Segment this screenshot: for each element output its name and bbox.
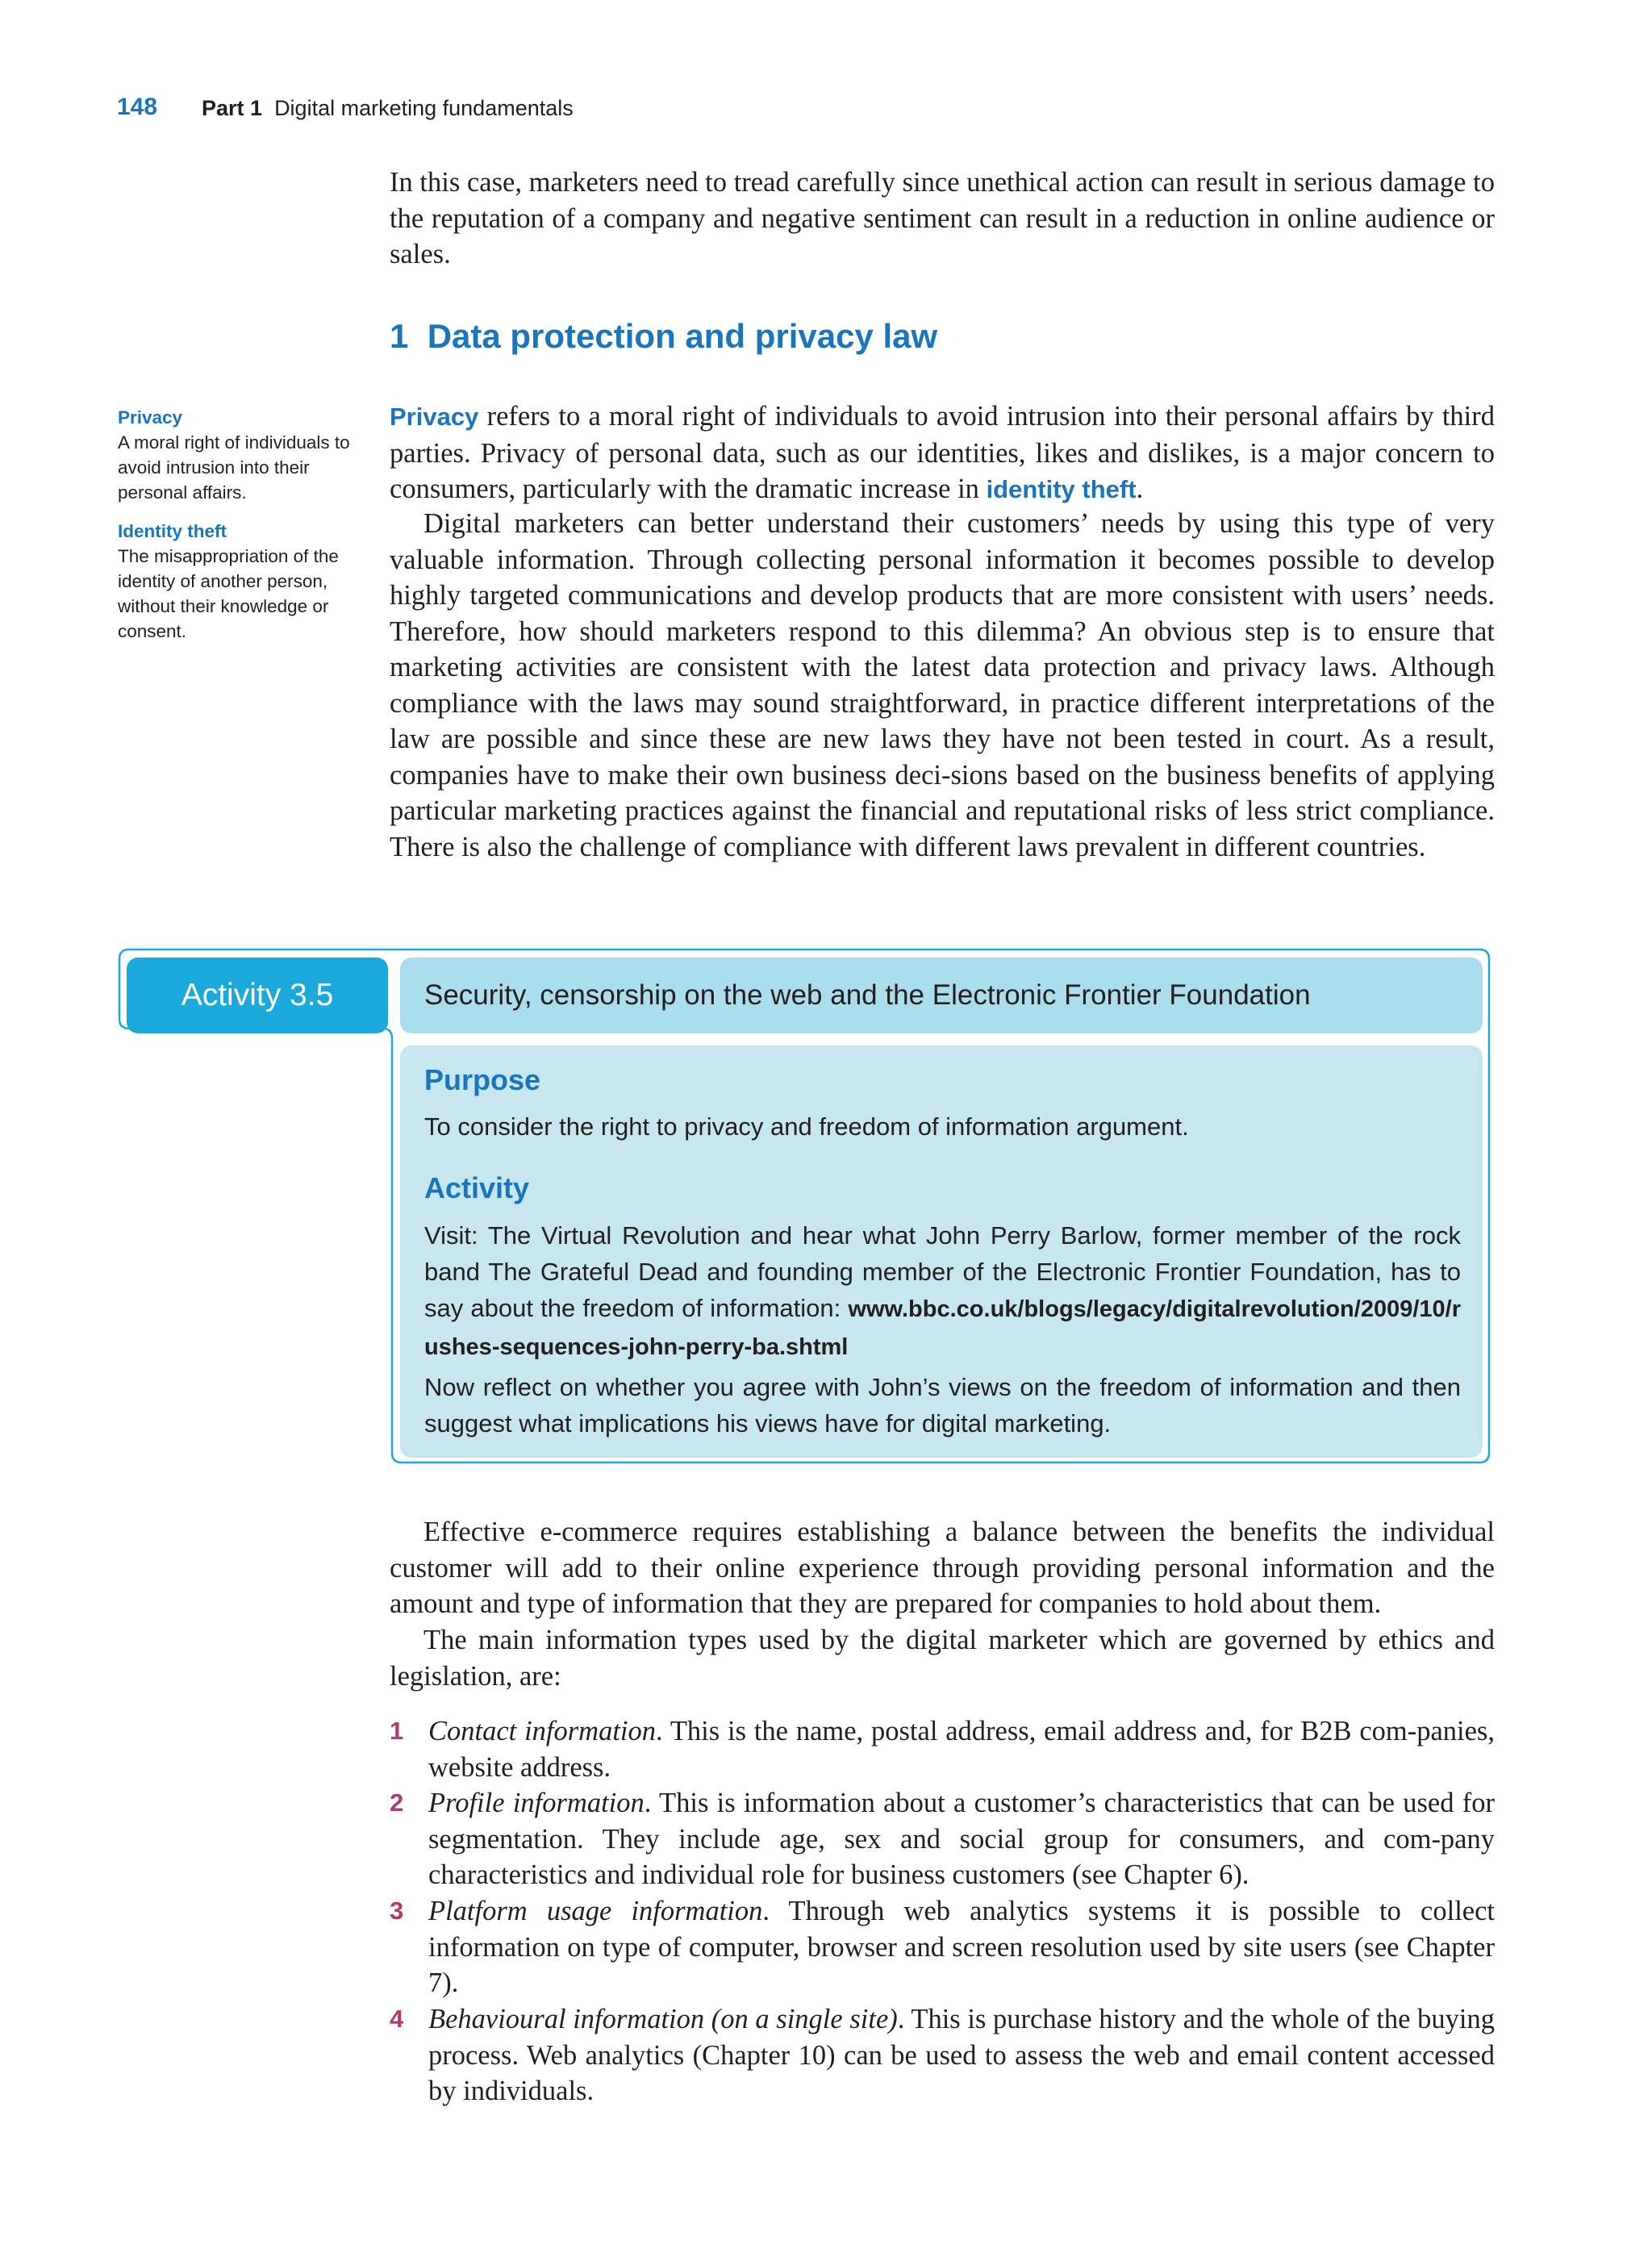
list-number: 4 bbox=[390, 2005, 404, 2033]
ecommerce-paragraph: Effective e-commerce requires establishing a balance between the benefits the individual customer will add to their online experience through providing personal information and the amount and type of information that they are prepared for companies to hold about them. bbox=[390, 1517, 1495, 1619]
glossary-definition: A moral right of individuals to avoid intrusion into their personal affairs. bbox=[118, 432, 350, 503]
list-text: . Through web analytics systems it is possible to collect information on type of computer, browser and screen resolution used by site users (see Chapter 7). bbox=[428, 1896, 1495, 1998]
activity-instructions: Visit: The Virtual Revolution and hear what John Perry Barlow, former member of the rock band The Grateful Dead and founding member of the Electronic Frontier Foundation, has to say about the freedom of information: bbox=[424, 1221, 1461, 1322]
activity-label: Activity 3.5 bbox=[127, 958, 388, 1033]
privacy-paragraph bbox=[390, 399, 1495, 508]
marketers-paragraph: Digital marketers can better understand their customers’ needs by using this type of very valuable information. Through collecting personal information it becomes possible to develop highly targeted communications and develop products that are more consistent with users’ needs. Therefore, how should marketers respond to this dilemma? An obvious step is to ensure that marketing activities are consistent with the latest data protection and privacy laws. Although compliance with the laws may sound straightforward, in practice different interpretations of the law are possible and since these are new laws they have not been tested in court. As a result, companies have to make their own business deci-sions based on the business benefits of applying particular marketing practices against the financial and reputational risks of less strict compliance. There is also the challenge of compliance with different laws prevalent in different countries. bbox=[390, 508, 1495, 862]
purpose-text: To consider the right to privacy and freedom of information argument. bbox=[424, 1112, 1189, 1141]
glossary-term: Identity theft bbox=[118, 521, 227, 541]
keyword-privacy: Privacy bbox=[390, 403, 479, 431]
privacy-paragraph-end: . bbox=[1136, 474, 1144, 504]
list-number: 1 bbox=[390, 1717, 404, 1745]
running-head bbox=[202, 96, 574, 121]
glossary-entry-privacy bbox=[118, 405, 360, 505]
list-item bbox=[390, 1713, 1495, 1785]
keyword-identity-theft: identity theft bbox=[986, 475, 1137, 503]
glossary-entry-identity-theft bbox=[118, 519, 360, 644]
section-heading bbox=[390, 317, 937, 356]
list-term: Profile information bbox=[428, 1788, 645, 1818]
list-text: . This is purchase history and the whole of the buying process. Web analytics (Chapter 10) can be used to assess the web and email content accessed by individuals. bbox=[428, 2004, 1495, 2106]
glossary-term: Privacy bbox=[118, 407, 183, 428]
list-term: Contact information bbox=[428, 1716, 657, 1746]
page-number: 148 bbox=[117, 94, 158, 120]
activity-heading: Activity bbox=[424, 1171, 530, 1204]
part-title: Digital marketing fundamentals bbox=[274, 96, 574, 120]
activity-url-link[interactable]: www.bbc.co.uk/blogs/legacy/digitalrevolution/2009/10/rushes-sequences-john-perry-ba.shtml bbox=[424, 1296, 1461, 1360]
intro-paragraph: In this case, marketers need to tread carefully since unethical action can result in serious damage to the reputation of a company and negative sentiment can result in a reduction in online audience or sales. bbox=[390, 167, 1495, 269]
part-label: Part 1 bbox=[202, 96, 263, 120]
section-number: 1 bbox=[390, 317, 409, 355]
list-item bbox=[390, 2001, 1495, 2109]
purpose-heading: Purpose bbox=[424, 1063, 541, 1096]
info-types-paragraph: The main information types used by the digital marketer which are governed by ethics and legislation, are: bbox=[390, 1625, 1495, 1692]
list-number: 3 bbox=[390, 1897, 404, 1925]
activity-title: Security, censorship on the web and the Electronic Frontier Foundation bbox=[400, 958, 1483, 1033]
list-text: . This is the name, postal address, email address and, for B2B com-panies, website address. bbox=[428, 1716, 1495, 1783]
privacy-paragraph-text: refers to a moral right of individuals to avoid intrusion into their personal affairs by third parties. Privacy of personal data, such as our identities, likes and dislikes, is a major concern to consumers, particularly with the dramatic increase in bbox=[390, 401, 1495, 504]
list-number: 2 bbox=[390, 1788, 404, 1817]
activity-text bbox=[424, 1217, 1461, 1366]
list-term: Behavioural information (on a single site) bbox=[428, 2004, 898, 2034]
reflect-text: Now reflect on whether you agree with John’s views on the freedom of information and then suggest what implications his views have for digital marketing. bbox=[424, 1373, 1461, 1438]
list-term: Platform usage information bbox=[428, 1896, 763, 1926]
section-title: Data protection and privacy law bbox=[427, 317, 938, 355]
list-text: . This is information about a customer’s characteristics that can be used for segmentation. They include age, sex and social group for consumers, and com-pany characteristics and individual role for business customers (see Chapter 6). bbox=[428, 1788, 1495, 1890]
list-item bbox=[390, 1893, 1495, 2001]
list-item bbox=[390, 1785, 1495, 1893]
glossary-definition: The misappropriation of the identity of another person, without their knowledge or consent. bbox=[118, 546, 339, 641]
